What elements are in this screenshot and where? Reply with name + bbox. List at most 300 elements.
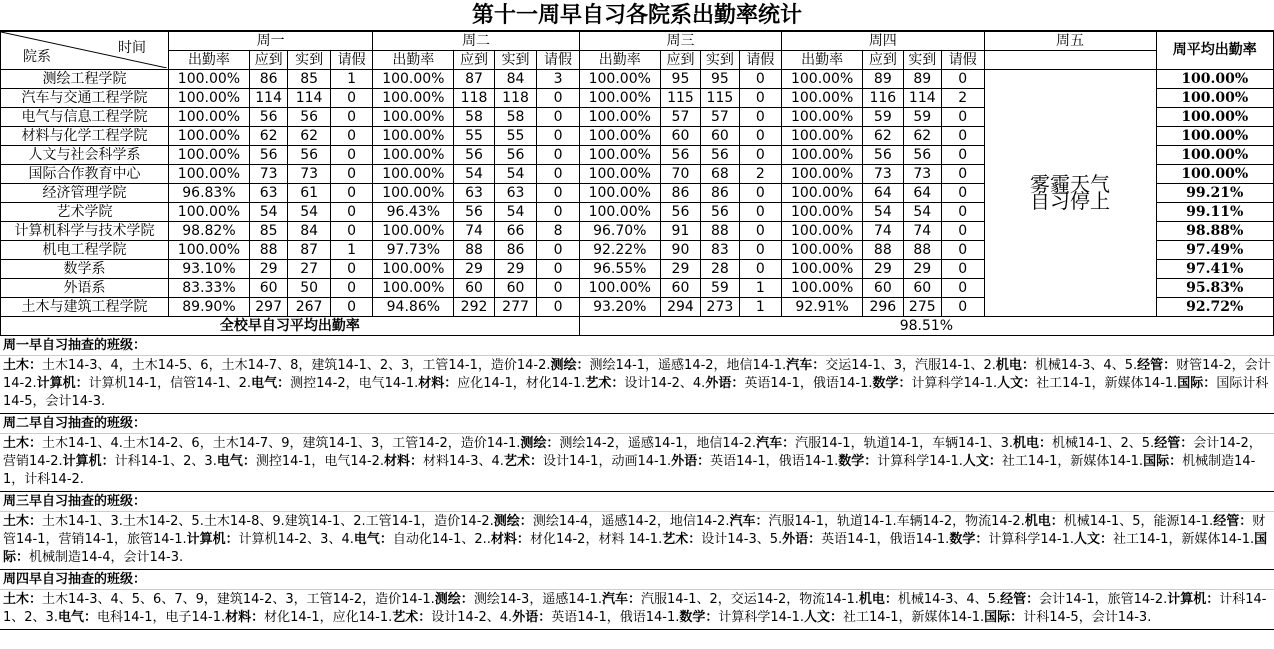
class-list: 计科14-1、2、3. xyxy=(114,454,217,469)
leave-count: 0 xyxy=(537,260,580,279)
college-tag: 土木： xyxy=(3,592,43,607)
attendance-rate: 96.43% xyxy=(373,203,454,222)
class-list: 社工14-1，新媒体14-1. xyxy=(1036,376,1178,391)
expected-count: 292 xyxy=(454,298,494,317)
college-tag: 汽车： xyxy=(729,514,769,529)
actual-count: 115 xyxy=(701,89,739,108)
actual-count: 54 xyxy=(903,203,941,222)
expected-count: 55 xyxy=(454,127,494,146)
class-list: 国际计科14-5，会计14-3. xyxy=(3,376,1269,409)
section-title: 周二早自习抽查的班级： xyxy=(0,414,1274,434)
attendance-rate: 100.00% xyxy=(782,279,863,298)
college-name: 数学系 xyxy=(1,260,169,279)
sub-header-cell: 实到 xyxy=(494,51,537,70)
attendance-rate: 100.00% xyxy=(168,70,249,89)
expected-count: 73 xyxy=(249,165,287,184)
class-list: 会计14-1，旅管14-2. xyxy=(1039,592,1168,607)
college-tag: 计算机： xyxy=(186,532,239,547)
class-list: 土木14-1、3.土木14-2、5.土木14-8、9.建筑14-1、2.工管14-1，造价14-2. xyxy=(42,514,494,529)
actual-count: 29 xyxy=(903,260,941,279)
attendance-rate: 100.00% xyxy=(168,146,249,165)
actual-count: 28 xyxy=(701,260,739,279)
leave-count: 0 xyxy=(330,260,373,279)
attendance-rate: 100.00% xyxy=(579,89,660,108)
expected-count: 88 xyxy=(454,241,494,260)
college-name: 艺术学院 xyxy=(1,203,169,222)
weekly-average: 98.88% xyxy=(1156,222,1273,241)
class-list: 土木14-3、4、5、6、7、9，建筑14-2、3，工管14-2，造价14-1. xyxy=(42,592,435,607)
expected-count: 86 xyxy=(249,70,287,89)
class-list: 财管14-1，营销14-1，旅管14-1. xyxy=(3,514,1266,547)
college-tag: 机电： xyxy=(995,358,1035,373)
actual-count: 87 xyxy=(288,241,331,260)
actual-count: 60 xyxy=(903,279,941,298)
attendance-rate: 100.00% xyxy=(168,165,249,184)
class-list: 材化14-1，应化14-1. xyxy=(264,610,393,625)
actual-count: 275 xyxy=(903,298,941,317)
college-tag: 人文： xyxy=(997,376,1037,391)
college-tag: 艺术： xyxy=(662,532,702,547)
college-tag: 机电： xyxy=(1024,514,1064,529)
actual-count: 95 xyxy=(701,70,739,89)
leave-count: 0 xyxy=(942,241,985,260)
class-list: 测绘14-2，遥感14-1，地信14-2. xyxy=(559,436,757,451)
class-list: 英语14-1，俄语14-1. xyxy=(710,454,839,469)
attendance-rate: 98.82% xyxy=(168,222,249,241)
leave-count: 2 xyxy=(942,89,985,108)
actual-count: 114 xyxy=(903,89,941,108)
attendance-rate: 100.00% xyxy=(373,222,454,241)
attendance-rate: 93.20% xyxy=(579,298,660,317)
leave-count: 0 xyxy=(942,298,985,317)
sub-header-cell: 应到 xyxy=(660,51,700,70)
attendance-table xyxy=(0,31,1274,336)
header-college-label: 院系 xyxy=(23,49,51,65)
class-list: 计科14-5，会计14-3. xyxy=(1023,610,1152,625)
expected-count: 29 xyxy=(660,260,700,279)
school-average-value: 98.51% xyxy=(579,317,1273,336)
sub-header-cell: 请假 xyxy=(739,51,782,70)
actual-count: 27 xyxy=(288,260,331,279)
sub-header-cell: 应到 xyxy=(249,51,287,70)
leave-count: 1 xyxy=(739,279,782,298)
school-average-label: 全校早自习平均出勤率 xyxy=(1,317,580,336)
friday-note xyxy=(984,70,1156,317)
actual-count: 88 xyxy=(701,222,739,241)
attendance-rate: 100.00% xyxy=(373,70,454,89)
attendance-rate: 100.00% xyxy=(579,108,660,127)
weekly-average: 100.00% xyxy=(1156,127,1273,146)
class-list: 设计14-2、4. xyxy=(431,610,513,625)
leave-count: 0 xyxy=(739,222,782,241)
college-tag: 汽车： xyxy=(756,436,796,451)
weekly-average: 99.11% xyxy=(1156,203,1273,222)
class-list: 社工14-1，新媒体14-1. xyxy=(1001,454,1144,469)
leave-count: 0 xyxy=(739,108,782,127)
class-list: 汽服14-1、2，交运14-2，物流14-1. xyxy=(640,592,859,607)
expected-count: 62 xyxy=(863,127,903,146)
actual-count: 61 xyxy=(288,184,331,203)
class-list: 机械14-3、4、5. xyxy=(1034,358,1138,373)
leave-count: 8 xyxy=(537,222,580,241)
actual-count: 29 xyxy=(494,260,537,279)
actual-count: 277 xyxy=(494,298,537,317)
class-list: 机械制造14-4，会计14-3. xyxy=(29,550,184,565)
class-list: 英语14-1，俄语14-1. xyxy=(551,610,680,625)
class-list: 计算科学14-1. xyxy=(877,454,963,469)
college-tag: 计算机： xyxy=(36,376,89,391)
section-title: 周四早自习抽查的班级： xyxy=(0,570,1274,590)
leave-count: 0 xyxy=(739,146,782,165)
expected-count: 29 xyxy=(249,260,287,279)
class-list: 测控14-2，电气14-1. xyxy=(290,376,419,391)
college-name: 电气与信息工程学院 xyxy=(1,108,169,127)
weekly-average: 92.72% xyxy=(1156,298,1273,317)
expected-count: 64 xyxy=(863,184,903,203)
actual-count: 59 xyxy=(701,279,739,298)
school-average-row xyxy=(1,317,1274,336)
expected-count: 57 xyxy=(660,108,700,127)
leave-count: 0 xyxy=(942,203,985,222)
expected-count: 118 xyxy=(454,89,494,108)
class-list: 土木14-3、4，土木14-5、6，土木14-7、8，建筑14-1、2、3，工管14-1，造价14-2. xyxy=(42,358,551,373)
expected-count: 56 xyxy=(660,203,700,222)
college-tag: 国际： xyxy=(1143,454,1183,469)
actual-count: 66 xyxy=(494,222,537,241)
class-list: 会计14-2，营销14-2. xyxy=(3,436,1262,469)
college-tag: 电气： xyxy=(353,532,393,547)
expected-count: 114 xyxy=(249,89,287,108)
leave-count: 0 xyxy=(739,127,782,146)
attendance-rate: 100.00% xyxy=(579,279,660,298)
expected-count: 70 xyxy=(660,165,700,184)
actual-count: 62 xyxy=(288,127,331,146)
college-tag: 材料： xyxy=(384,454,424,469)
expected-count: 56 xyxy=(454,203,494,222)
attendance-rate: 92.91% xyxy=(782,298,863,317)
attendance-rate: 100.00% xyxy=(782,241,863,260)
expected-count: 60 xyxy=(454,279,494,298)
day-header-fri: 周五 xyxy=(984,32,1156,51)
section-title: 周三早自习抽查的班级： xyxy=(0,492,1274,512)
expected-count: 91 xyxy=(660,222,700,241)
class-list: 计算机14-2、3、4. xyxy=(238,532,354,547)
college-tag: 电气： xyxy=(216,454,256,469)
attendance-rate: 100.00% xyxy=(782,108,863,127)
section-body xyxy=(0,434,1274,492)
actual-count: 59 xyxy=(903,108,941,127)
college-tag: 人文： xyxy=(962,454,1002,469)
sub-header-cell: 实到 xyxy=(903,51,941,70)
sub-header-cell: 实到 xyxy=(288,51,331,70)
weekly-average-header: 周平均出勤率 xyxy=(1156,32,1273,70)
leave-count: 0 xyxy=(330,298,373,317)
expected-count: 60 xyxy=(660,279,700,298)
class-list: 材化14-2，材料 14-1. xyxy=(529,532,663,547)
expected-count: 88 xyxy=(863,241,903,260)
expected-count: 56 xyxy=(660,146,700,165)
college-name: 人文与社会科学系 xyxy=(1,146,169,165)
leave-count: 0 xyxy=(537,203,580,222)
actual-count: 56 xyxy=(701,146,739,165)
leave-count: 1 xyxy=(739,298,782,317)
class-list: 机械制造14-1，计科14-2. xyxy=(3,454,1256,487)
college-tag: 外语： xyxy=(512,610,552,625)
sub-header-cell: 请假 xyxy=(330,51,373,70)
actual-count: 63 xyxy=(494,184,537,203)
expected-count: 88 xyxy=(249,241,287,260)
attendance-rate: 100.00% xyxy=(579,127,660,146)
leave-count: 0 xyxy=(739,241,782,260)
leave-count: 0 xyxy=(942,184,985,203)
college-tag: 材料： xyxy=(225,610,265,625)
attendance-rate: 89.90% xyxy=(168,298,249,317)
expected-count: 297 xyxy=(249,298,287,317)
sub-header-cell: 实到 xyxy=(701,51,739,70)
class-list: 财管14-2，会计14-2. xyxy=(3,358,1271,391)
class-list: 测控14-1，电气14-2. xyxy=(255,454,384,469)
actual-count: 60 xyxy=(494,279,537,298)
expected-count: 63 xyxy=(454,184,494,203)
expected-count: 73 xyxy=(863,165,903,184)
attendance-rate: 93.10% xyxy=(168,260,249,279)
class-list: 设计14-2、4. xyxy=(624,376,706,391)
college-tag: 测绘： xyxy=(550,358,590,373)
class-list: 自动化14-1、2.. xyxy=(392,532,491,547)
class-list: 设计14-3、5. xyxy=(701,532,783,547)
actual-count: 58 xyxy=(494,108,537,127)
expected-count: 116 xyxy=(863,89,903,108)
sheet-title: 第十一周早自习各院系出勤率统计 xyxy=(0,0,1274,31)
leave-count: 0 xyxy=(330,222,373,241)
attendance-rate: 94.86% xyxy=(373,298,454,317)
header-diagonal-cell xyxy=(1,32,169,70)
class-list: 材料14-3、4. xyxy=(423,454,504,469)
day-header-thu: 周四 xyxy=(782,32,984,51)
leave-count: 0 xyxy=(942,260,985,279)
leave-count: 0 xyxy=(942,165,985,184)
attendance-rate: 100.00% xyxy=(782,184,863,203)
actual-count: 68 xyxy=(701,165,739,184)
expected-count: 56 xyxy=(249,146,287,165)
leave-count: 0 xyxy=(330,108,373,127)
attendance-rate: 100.00% xyxy=(168,203,249,222)
college-tag: 测绘： xyxy=(493,514,533,529)
attendance-rate: 100.00% xyxy=(373,279,454,298)
attendance-rate: 100.00% xyxy=(579,70,660,89)
actual-count: 54 xyxy=(494,203,537,222)
actual-count: 73 xyxy=(903,165,941,184)
expected-count: 60 xyxy=(863,279,903,298)
expected-count: 86 xyxy=(660,184,700,203)
expected-count: 74 xyxy=(454,222,494,241)
actual-count: 54 xyxy=(494,165,537,184)
expected-count: 54 xyxy=(863,203,903,222)
day-header-wed: 周三 xyxy=(579,32,781,51)
leave-count: 0 xyxy=(739,70,782,89)
expected-count: 56 xyxy=(863,146,903,165)
college-tag: 经管： xyxy=(1000,592,1040,607)
class-list: 计算机14-1，信管14-1、2. xyxy=(88,376,252,391)
college-tag: 汽车： xyxy=(601,592,641,607)
college-tag: 经管： xyxy=(1137,358,1177,373)
college-tag: 材料： xyxy=(418,376,458,391)
actual-count: 56 xyxy=(288,108,331,127)
class-list: 社工14-1，新媒体14-1. xyxy=(1112,532,1255,547)
spot-check-sections xyxy=(0,336,1274,630)
leave-count: 0 xyxy=(942,279,985,298)
expected-count: 58 xyxy=(454,108,494,127)
friday-subheader-cell xyxy=(984,51,1156,70)
attendance-rate: 100.00% xyxy=(782,222,863,241)
expected-count: 62 xyxy=(249,127,287,146)
friday-note-line: 雾霾天气 xyxy=(1030,172,1110,196)
class-list: 机械14-3、4、5. xyxy=(897,592,1001,607)
actual-count: 64 xyxy=(903,184,941,203)
section-body xyxy=(0,356,1274,414)
college-tag: 机电： xyxy=(858,592,898,607)
college-tag: 材料： xyxy=(490,532,530,547)
actual-count: 114 xyxy=(288,89,331,108)
college-tag: 测绘： xyxy=(520,436,560,451)
attendance-rate: 100.00% xyxy=(782,127,863,146)
class-list: 交运14-1、3，汽服14-1、2. xyxy=(825,358,996,373)
attendance-rate: 100.00% xyxy=(373,127,454,146)
actual-count: 84 xyxy=(494,70,537,89)
class-list: 英语14-1，俄语14-1. xyxy=(821,532,950,547)
sub-header-cell: 出勤率 xyxy=(168,51,249,70)
attendance-rate: 96.70% xyxy=(579,222,660,241)
actual-count: 267 xyxy=(288,298,331,317)
college-tag: 艺术： xyxy=(503,454,543,469)
leave-count: 0 xyxy=(739,89,782,108)
section-body xyxy=(0,512,1274,570)
leave-count: 0 xyxy=(942,222,985,241)
college-tag: 人文： xyxy=(1073,532,1113,547)
attendance-rate: 100.00% xyxy=(782,165,863,184)
actual-count: 56 xyxy=(288,146,331,165)
college-tag: 外语： xyxy=(782,532,822,547)
attendance-rate: 100.00% xyxy=(373,146,454,165)
expected-count: 60 xyxy=(660,127,700,146)
college-tag: 艺术： xyxy=(585,376,625,391)
leave-count: 0 xyxy=(739,184,782,203)
expected-count: 90 xyxy=(660,241,700,260)
leave-count: 0 xyxy=(330,203,373,222)
actual-count: 118 xyxy=(494,89,537,108)
sub-header-cell: 出勤率 xyxy=(782,51,863,70)
expected-count: 60 xyxy=(249,279,287,298)
leave-count: 0 xyxy=(537,89,580,108)
actual-count: 74 xyxy=(903,222,941,241)
attendance-rate: 100.00% xyxy=(782,203,863,222)
college-tag: 土木： xyxy=(3,358,43,373)
college-tag: 人文： xyxy=(804,610,844,625)
day-header-tue: 周二 xyxy=(373,32,579,51)
college-tag: 计算机： xyxy=(1167,592,1220,607)
expected-count: 74 xyxy=(863,222,903,241)
attendance-rate: 96.55% xyxy=(579,260,660,279)
sub-header-cell: 出勤率 xyxy=(579,51,660,70)
college-name: 经济管理学院 xyxy=(1,184,169,203)
expected-count: 59 xyxy=(863,108,903,127)
sub-header-cell: 请假 xyxy=(942,51,985,70)
weekly-average: 100.00% xyxy=(1156,70,1273,89)
college-tag: 国际： xyxy=(3,532,1268,565)
actual-count: 55 xyxy=(494,127,537,146)
expected-count: 296 xyxy=(863,298,903,317)
expected-count: 89 xyxy=(863,70,903,89)
expected-count: 63 xyxy=(249,184,287,203)
actual-count: 73 xyxy=(288,165,331,184)
college-tag: 测绘： xyxy=(434,592,474,607)
college-tag: 数学： xyxy=(838,454,878,469)
attendance-rate: 100.00% xyxy=(373,89,454,108)
attendance-rate: 96.83% xyxy=(168,184,249,203)
leave-count: 0 xyxy=(537,108,580,127)
header-time-label: 时间 xyxy=(117,40,146,56)
weekly-average: 99.21% xyxy=(1156,184,1273,203)
class-list: 汽服14-1，轨道14-1.车辆14-2，物流14-2. xyxy=(768,514,1025,529)
college-tag: 机电： xyxy=(1013,436,1053,451)
attendance-rate: 100.00% xyxy=(782,89,863,108)
college-tag: 电气： xyxy=(251,376,291,391)
class-list: 测绘14-1，遥感14-2，地信14-1. xyxy=(589,358,787,373)
actual-count: 84 xyxy=(288,222,331,241)
expected-count: 95 xyxy=(660,70,700,89)
college-name: 测绘工程学院 xyxy=(1,70,169,89)
class-list: 土木14-1、4.土木14-2、6，土木14-7、9，建筑14-1、3，工管14-2，造价14-1. xyxy=(42,436,521,451)
weekly-average: 100.00% xyxy=(1156,108,1273,127)
weekly-average: 97.49% xyxy=(1156,241,1273,260)
college-name: 国际合作教育中心 xyxy=(1,165,169,184)
class-list: 汽服14-1，轨道14-1，车辆14-1、3. xyxy=(795,436,1013,451)
attendance-rate: 100.00% xyxy=(373,108,454,127)
college-name: 计算机科学与技术学院 xyxy=(1,222,169,241)
attendance-rate: 100.00% xyxy=(782,260,863,279)
weekly-average: 100.00% xyxy=(1156,146,1273,165)
college-tag: 数学： xyxy=(679,610,719,625)
sub-header-cell: 出勤率 xyxy=(373,51,454,70)
college-tag: 外语： xyxy=(671,454,711,469)
leave-count: 0 xyxy=(330,127,373,146)
leave-count: 0 xyxy=(942,146,985,165)
class-list: 测绘14-4，遥感14-2，地信14-2. xyxy=(532,514,730,529)
attendance-rate: 100.00% xyxy=(579,146,660,165)
leave-count: 0 xyxy=(537,165,580,184)
table-row xyxy=(1,70,1274,89)
attendance-rate: 100.00% xyxy=(579,165,660,184)
college-tag: 数学： xyxy=(872,376,912,391)
attendance-rate: 100.00% xyxy=(168,108,249,127)
class-list: 计算科学14-1. xyxy=(718,610,805,625)
leave-count: 0 xyxy=(942,108,985,127)
expected-count: 54 xyxy=(249,203,287,222)
actual-count: 56 xyxy=(701,203,739,222)
actual-count: 88 xyxy=(903,241,941,260)
class-list: 英语14-1，俄语14-1. xyxy=(744,376,873,391)
leave-count: 1 xyxy=(330,70,373,89)
leave-count: 0 xyxy=(942,70,985,89)
class-list: 计科14-1、2、3. xyxy=(3,592,1267,625)
expected-count: 56 xyxy=(249,108,287,127)
college-tag: 数学： xyxy=(949,532,989,547)
attendance-rate: 100.00% xyxy=(579,203,660,222)
leave-count: 0 xyxy=(537,298,580,317)
college-tag: 经管： xyxy=(1154,436,1194,451)
actual-count: 54 xyxy=(288,203,331,222)
attendance-rate: 100.00% xyxy=(782,70,863,89)
